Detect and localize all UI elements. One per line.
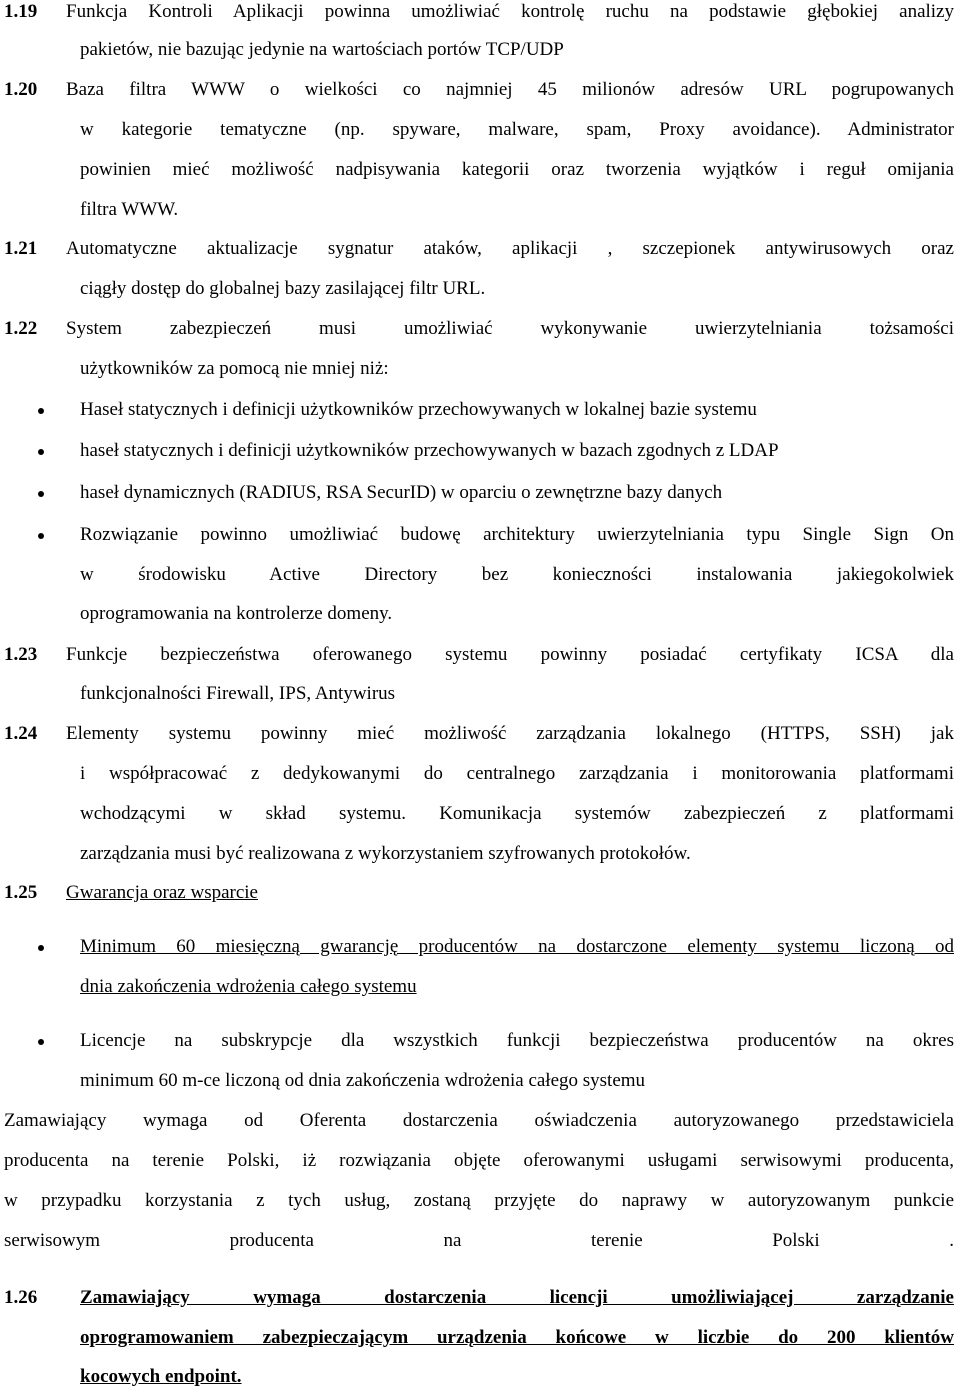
paragraph-line-1 <box>0 1101 960 1141</box>
item-1-22-line-2 <box>0 349 960 389</box>
bullet-dot-icon <box>38 1039 44 1045</box>
item-1-21-number: 1.21 <box>4 238 38 259</box>
item-1-26-line-2 <box>0 1318 960 1358</box>
item-1-20-line-1 <box>0 70 960 110</box>
item-1-20-text: powinien mieć możliwość nadpisywania kategorii oraz tworzenia wyjątków i reguł omijania <box>80 159 954 180</box>
bullet-text: Haseł statycznych i definicji użytkowników przechowywanych w lokalnej bazie systemu <box>80 399 757 420</box>
item-1-24-text: Elementy systemu powinny mieć możliwość zarządzania lokalnego (HTTPS, SSH) jak <box>66 723 954 744</box>
item-1-24-text: wchodzącymi w skład systemu. Komunikacja systemów zabezpieczeń z platformami <box>80 803 954 824</box>
item-1-20-number: 1.20 <box>4 79 38 100</box>
item-1-22-bullet-2 <box>0 431 960 471</box>
bullet-dot-icon <box>38 408 44 414</box>
item-1-21-line-2 <box>0 269 960 309</box>
bullet-text: dnia zakończenia wdrożenia całego systemu <box>80 976 417 997</box>
item-1-22-line-1 <box>0 309 960 349</box>
item-1-24-line-4 <box>0 834 960 874</box>
item-1-24-text: zarządzania musi być realizowana z wykorzystaniem szyfrowanych protokołów. <box>80 843 691 864</box>
bullet-dot-icon <box>38 449 44 455</box>
item-1-24-line-2 <box>0 754 960 794</box>
item-1-20-line-4 <box>0 190 960 230</box>
bullet-text: Rozwiązanie powinno umożliwiać budowę architektury uwierzytelniania typu Single Sign On <box>80 524 954 545</box>
item-1-22-bullet-3 <box>0 473 960 513</box>
item-1-23-text: Funkcje bezpieczeństwa oferowanego systemu powinny posiadać certyfikaty ICSA dla <box>66 644 954 665</box>
item-1-21-text: Automatyczne aktualizacje sygnatur ataków, aplikacji , szczepionek antywirusowych oraz <box>66 238 954 259</box>
item-1-22-bullet-1 <box>0 390 960 430</box>
item-1-26-text: Zamawiający wymaga dostarczenia licencji umożliwiającej zarządzanie <box>80 1287 954 1308</box>
paragraph-text: w przypadku korzystania z tych usług, zostaną przyjęte do naprawy w autoryzowanym punkcie <box>4 1190 954 1211</box>
item-1-25-bullet-2-line-2 <box>0 1061 960 1101</box>
paragraph-line-3 <box>0 1181 960 1221</box>
item-1-23-line-1 <box>0 635 960 675</box>
item-1-25-bullet-1 <box>0 927 960 967</box>
item-1-19-line-2 <box>0 30 960 70</box>
item-1-23-text: funkcjonalności Firewall, IPS, Antywirus <box>80 683 396 704</box>
bullet-text: w środowisku Active Directory bez konieczności instalowania jakiegokolwiek <box>80 564 954 585</box>
item-1-20-line-3 <box>0 150 960 190</box>
item-1-22-bullet-4-line-2 <box>0 555 960 595</box>
item-1-19-text: pakietów, nie bazując jedynie na wartościach portów TCP/UDP <box>80 39 564 60</box>
item-1-25-bullet-2 <box>0 1021 960 1061</box>
item-1-20-text: filtra WWW. <box>80 199 179 220</box>
item-1-22-number: 1.22 <box>4 318 38 339</box>
item-1-24-line-3 <box>0 794 960 834</box>
item-1-19-text: Funkcja Kontroli Aplikacji powinna umożliwiać kontrolę ruchu na podstawie głębokiej analizy <box>66 1 954 22</box>
bullet-text: oprogramowania na kontrolerze domeny. <box>80 603 393 624</box>
item-1-19-line-1 <box>0 0 960 32</box>
paragraph-line-2 <box>0 1141 960 1181</box>
item-1-22-text: System zabezpieczeń musi umożliwiać wykonywanie uwierzytelniania tożsamości <box>66 318 954 339</box>
item-1-25-heading <box>0 873 960 913</box>
item-1-24-text: i współpracować z dedykowanymi do centralnego zarządzania i monitorowania platformami <box>80 763 954 784</box>
paragraph-line-4 <box>0 1221 960 1261</box>
item-1-26-line-1 <box>0 1278 960 1318</box>
item-1-20-text: Baza filtra WWW o wielkości co najmniej 45 milionów adresów URL pogrupowanych <box>66 79 954 100</box>
section-heading: Gwarancja oraz wsparcie <box>66 882 258 903</box>
item-1-22-bullet-4 <box>0 515 960 555</box>
item-1-23-number: 1.23 <box>4 644 38 665</box>
bullet-text: Minimum 60 miesięczną gwarancję producentów na dostarczone elementy systemu liczoną od <box>80 936 954 957</box>
item-1-26-line-3 <box>0 1357 960 1397</box>
item-1-25-bullet-1-line-2 <box>0 967 960 1007</box>
item-1-21-line-1 <box>0 229 960 269</box>
item-1-25-number: 1.25 <box>4 882 38 903</box>
item-1-20-line-2 <box>0 110 960 150</box>
bullet-text: Licencje na subskrypcje dla wszystkich funkcji bezpieczeństwa producentów na okres <box>80 1030 954 1051</box>
item-1-24-number: 1.24 <box>4 723 38 744</box>
paragraph-text: Zamawiający wymaga od Oferenta dostarczenia oświadczenia autoryzowanego przedstawiciela <box>4 1110 954 1131</box>
bullet-text: haseł dynamicznych (RADIUS, RSA SecurID) w oparciu o zewnętrzne bazy danych <box>80 482 723 503</box>
bullet-dot-icon <box>38 533 44 539</box>
item-1-23-line-2 <box>0 674 960 714</box>
paragraph-text: serwisowym producenta na terenie Polski . <box>4 1230 954 1251</box>
item-1-21-text: ciągły dostęp do globalnej bazy zasilającej filtr URL. <box>80 278 486 299</box>
bullet-dot-icon <box>38 945 44 951</box>
item-1-22-text: użytkowników za pomocą nie mniej niż: <box>80 358 389 379</box>
bullet-text: minimum 60 m-ce liczoną od dnia zakończenia wdrożenia całego systemu <box>80 1070 646 1091</box>
item-1-26-text: kocowych endpoint. <box>80 1366 242 1387</box>
bullet-dot-icon <box>38 491 44 497</box>
item-1-22-bullet-4-line-3 <box>0 594 960 634</box>
item-1-26-number: 1.26 <box>4 1287 38 1308</box>
item-1-19-number: 1.19 <box>4 1 38 22</box>
bullet-text: haseł statycznych i definicji użytkowników przechowywanych w bazach zgodnych z LDAP <box>80 440 779 461</box>
item-1-24-line-1 <box>0 714 960 754</box>
paragraph-text: producenta na terenie Polski, iż rozwiązania objęte oferowanymi usługami serwisowymi producenta, <box>4 1150 954 1171</box>
item-1-26-text: oprogramowaniem zabezpieczającym urządzenia końcowe w liczbie do 200 klientów <box>80 1327 954 1348</box>
item-1-20-text: w kategorie tematyczne (np. spyware, malware, spam, Proxy avoidance). Administrator <box>80 119 954 140</box>
